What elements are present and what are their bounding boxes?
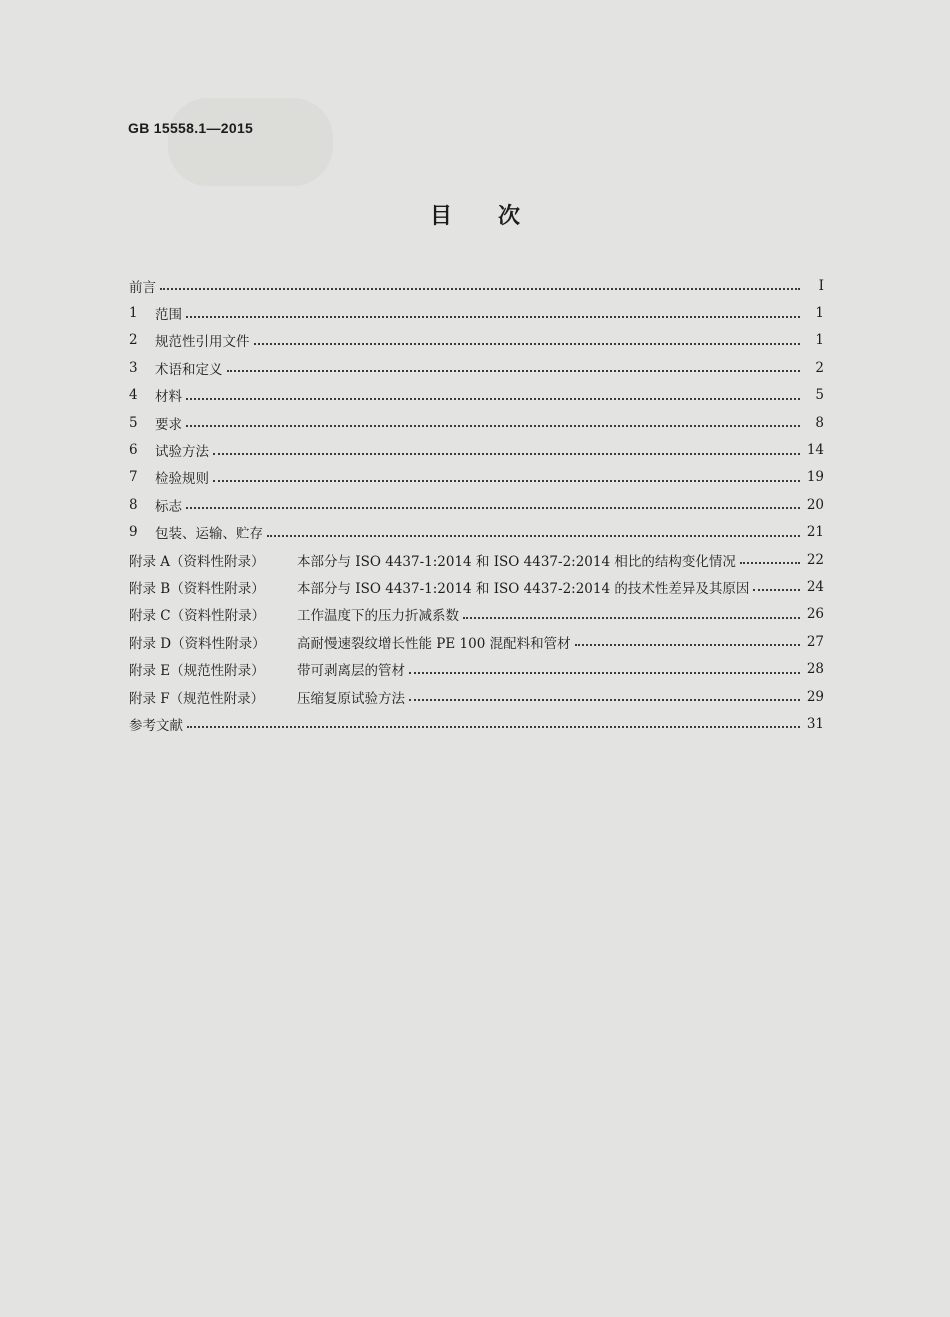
- toc-entry-label: [129, 276, 156, 296]
- toc-entry-page: 22: [806, 551, 824, 568]
- toc-entry-title: 材料: [155, 389, 182, 406]
- dot-leader: [186, 397, 800, 400]
- toc-entry-title: 工作温度下的压力折减系数: [297, 608, 459, 625]
- toc-entry-page: 8: [815, 414, 824, 431]
- toc-entry-page: 19: [806, 469, 824, 486]
- toc-entry-page: 2: [815, 359, 824, 376]
- toc-entry[interactable]: [129, 382, 824, 409]
- dot-leader: [740, 561, 800, 564]
- toc-entry[interactable]: [129, 683, 824, 710]
- annex-type: 附录 A（资料性附录）: [129, 553, 265, 570]
- toc-entry-label: [155, 413, 182, 433]
- toc-entry-label: [155, 385, 182, 405]
- toc-entry-title: 范围: [155, 307, 182, 324]
- toc-entry-title: 规范性引用文件: [155, 334, 250, 351]
- dot-leader: [186, 424, 800, 427]
- toc-title-char: 目: [429, 204, 452, 229]
- toc-entry-title: 前言: [129, 279, 156, 296]
- toc-title: [0, 199, 950, 230]
- toc-entry-label: [155, 303, 182, 323]
- toc-entry-title: 带可剥离层的管材: [297, 663, 405, 680]
- dot-leader: [160, 287, 800, 290]
- annex-type: 附录 E（规范性附录）: [129, 663, 265, 680]
- toc-entry-number: 6: [129, 442, 138, 459]
- toc-entry-label: [155, 495, 182, 515]
- toc-entry-number: 2: [129, 332, 138, 349]
- toc-entry-label: [129, 714, 183, 734]
- toc-entry-title: 要求: [155, 416, 182, 433]
- toc-entry-title: 本部分与 ISO 4437-1:2014 和 ISO 4437-2:2014 的技术性差异及其原因: [297, 580, 750, 597]
- toc-entry-label: [129, 659, 405, 679]
- standard-number: GB 15558.1—2015: [128, 120, 254, 136]
- toc-entry[interactable]: [129, 573, 824, 600]
- toc-entry-title: 压缩复原试验方法: [297, 690, 405, 707]
- toc-entry[interactable]: [129, 409, 824, 436]
- toc-entry[interactable]: [129, 491, 824, 518]
- toc-entry[interactable]: [129, 436, 824, 463]
- toc-entry[interactable]: [129, 464, 824, 491]
- toc-entry[interactable]: [129, 655, 824, 682]
- toc-entry-title: 检验规则: [155, 471, 209, 488]
- toc-entry[interactable]: [129, 327, 824, 354]
- toc-entry-page: 29: [806, 688, 824, 705]
- toc-entry-label: [129, 687, 405, 707]
- toc-entry-number: 8: [129, 496, 138, 513]
- annex-type: 附录 F（规范性附录）: [129, 690, 265, 707]
- table-of-contents: [129, 272, 824, 738]
- toc-entry[interactable]: [129, 354, 824, 381]
- toc-entry[interactable]: [129, 628, 824, 655]
- toc-entry-page: 21: [806, 524, 824, 541]
- toc-entry-number: 7: [129, 469, 138, 486]
- toc-entry-title: 标志: [155, 498, 182, 515]
- toc-entry-page: 31: [806, 715, 824, 732]
- toc-entry-title: 术语和定义: [155, 361, 223, 378]
- bleed-through-seal: [168, 98, 333, 186]
- toc-entry-page: 14: [806, 442, 824, 459]
- toc-entry-label: [129, 604, 459, 624]
- toc-entry-page: 26: [806, 606, 824, 623]
- toc-entry-number: 1: [129, 305, 138, 322]
- annex-type: 附录 B（资料性附录）: [129, 580, 265, 597]
- toc-entry-label: [155, 440, 209, 460]
- dot-leader: [254, 342, 801, 345]
- dot-leader: [409, 671, 800, 674]
- toc-entry-page: 5: [815, 387, 824, 404]
- dot-leader: [186, 506, 800, 509]
- toc-entry-title: 试验方法: [155, 444, 209, 461]
- dot-leader: [187, 725, 800, 728]
- toc-title-char: 次: [498, 204, 521, 229]
- toc-entry-title: 参考文献: [129, 717, 183, 734]
- dot-leader: [753, 588, 800, 591]
- toc-entry[interactable]: [129, 601, 824, 628]
- toc-entry-title: 本部分与 ISO 4437-1:2014 和 ISO 4437-2:2014 相比的结构变化情况: [297, 553, 736, 570]
- dot-leader: [409, 698, 800, 701]
- toc-entry-number: 3: [129, 359, 138, 376]
- toc-entry-page: 1: [815, 332, 824, 349]
- toc-entry-number: 5: [129, 414, 138, 431]
- toc-entry[interactable]: [129, 519, 824, 546]
- toc-entry-title: 高耐慢速裂纹增长性能 PE 100 混配料和管材: [297, 635, 571, 652]
- toc-entry-page: Ⅰ: [818, 277, 824, 294]
- toc-entry-page: 24: [806, 578, 824, 595]
- dot-leader: [227, 369, 801, 372]
- dot-leader: [575, 643, 800, 646]
- dot-leader: [213, 452, 800, 455]
- toc-entry-page: 1: [815, 305, 824, 322]
- toc-entry-label: [155, 330, 250, 350]
- toc-entry-page: 28: [806, 661, 824, 678]
- dot-leader: [186, 315, 800, 318]
- toc-entry[interactable]: [129, 272, 824, 299]
- toc-entry-page: 27: [806, 633, 824, 650]
- annex-type: 附录 C（资料性附录）: [129, 608, 266, 625]
- toc-entry-page: 20: [806, 496, 824, 513]
- toc-entry-label: [129, 550, 736, 570]
- toc-entry[interactable]: [129, 710, 824, 737]
- toc-entry-number: 4: [129, 387, 138, 404]
- toc-entry[interactable]: [129, 299, 824, 326]
- toc-entry[interactable]: [129, 546, 824, 573]
- toc-entry-label: [129, 632, 571, 652]
- toc-entry-label: [155, 522, 263, 542]
- toc-entry-title: 包装、运输、贮存: [155, 526, 263, 543]
- dot-leader: [463, 616, 800, 619]
- dot-leader: [213, 479, 800, 482]
- toc-entry-number: 9: [129, 524, 138, 541]
- toc-entry-label: [129, 577, 749, 597]
- dot-leader: [267, 534, 800, 537]
- toc-entry-label: [155, 467, 209, 487]
- annex-type: 附录 D（资料性附录）: [129, 635, 266, 652]
- toc-entry-label: [155, 358, 223, 378]
